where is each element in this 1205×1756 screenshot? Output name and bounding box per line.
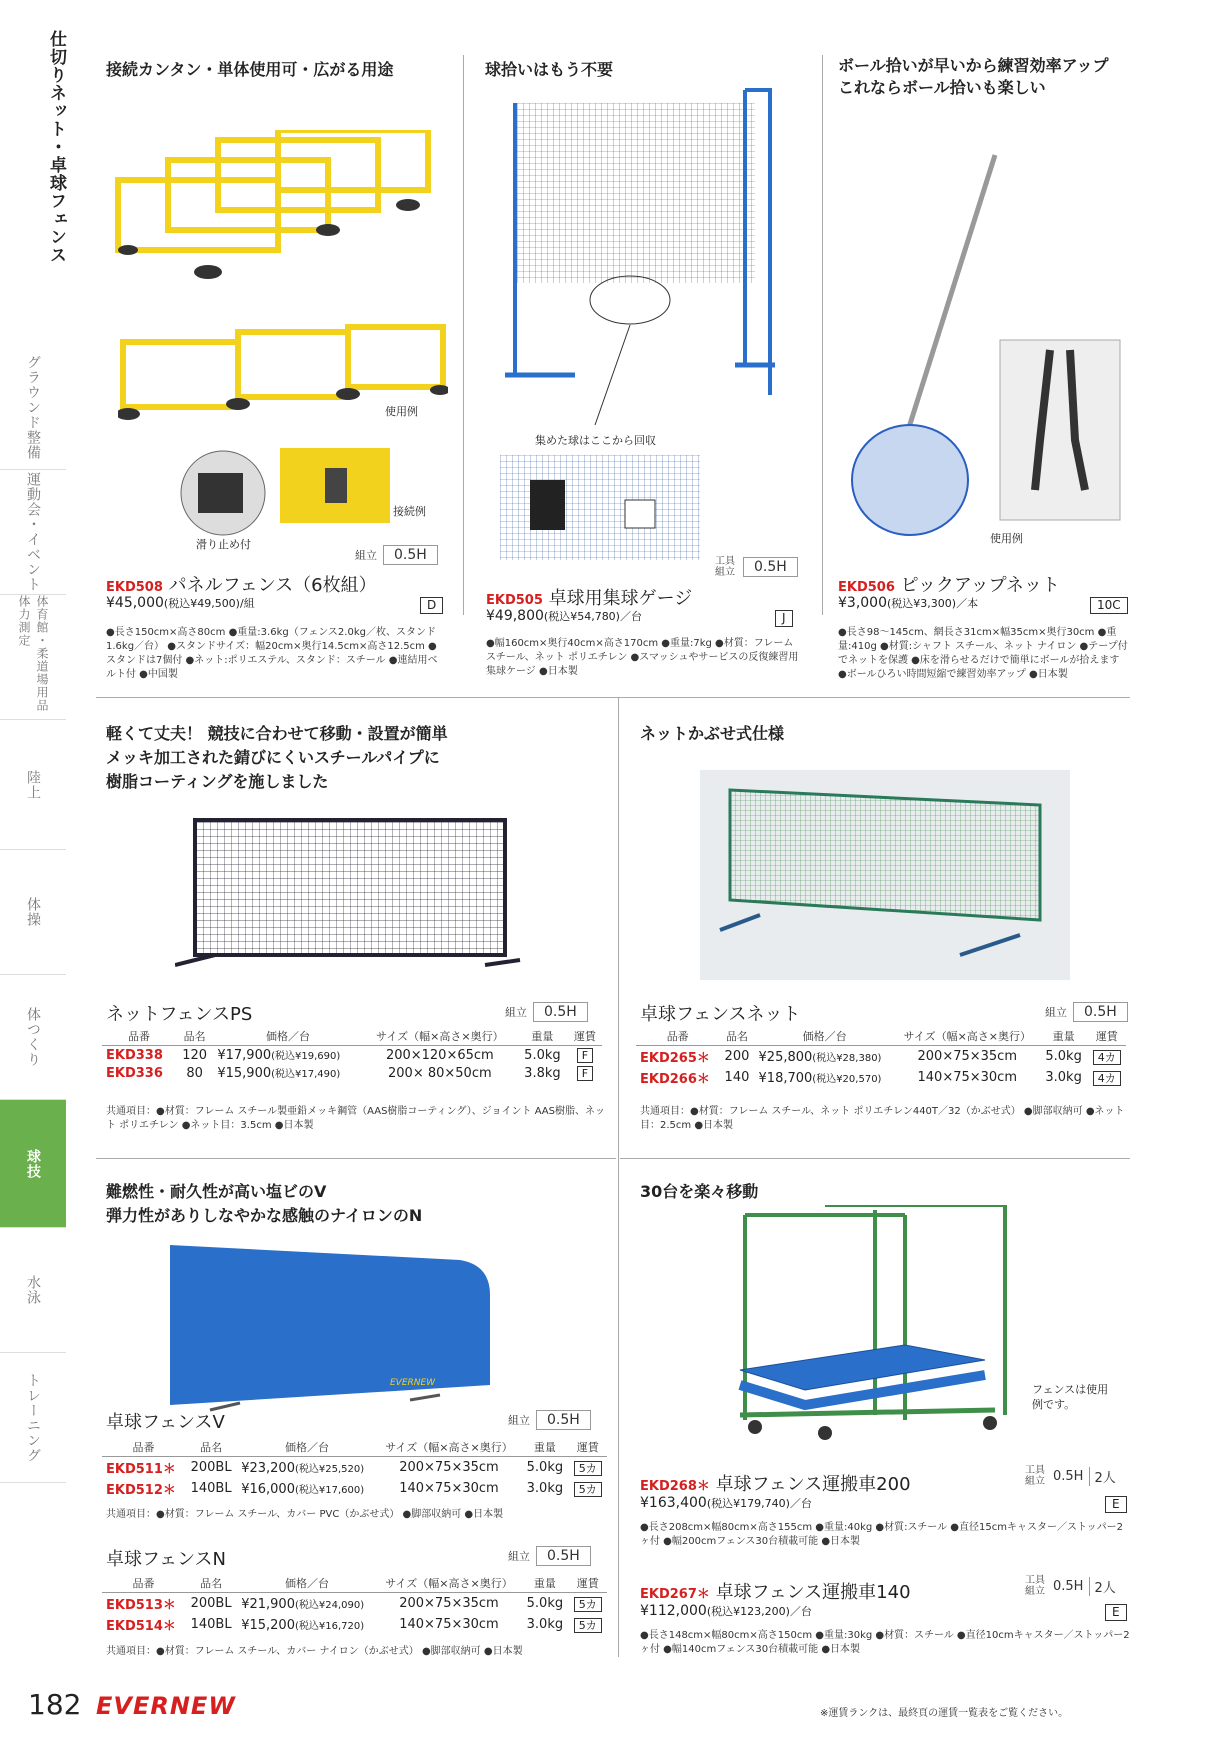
cart-heading: 30台を楽々移動 bbox=[640, 1182, 759, 1201]
tt-fence-net-spec: 共通項目：●材質：フレーム スチール、ネット ポリエチレン440T／32（かぶせ式） ●脚部収納可 ●ネット目：2.5cm ●日本製 bbox=[640, 1106, 1125, 1131]
panel-fence-rank: D bbox=[420, 597, 443, 614]
cart-200-rank: E bbox=[1105, 1496, 1127, 1513]
footnote: ※運賃ランクは、最終頁の運賃一覧表をご覧ください。 bbox=[820, 1708, 1069, 1719]
product-code: EKD267＊ bbox=[640, 1587, 710, 1602]
product-name: パネルフェンス（6枚組） bbox=[168, 575, 377, 596]
table-row: EKD266＊ 140 ¥18,700(税込¥20,570) 140×75×30cm 3.0kg 4カ bbox=[636, 1067, 1126, 1088]
tt-fence-net-image bbox=[700, 770, 1070, 980]
product-code: EKD268＊ bbox=[640, 1479, 710, 1494]
product-code: EKD508 bbox=[106, 580, 163, 595]
connect-detail-image bbox=[280, 448, 390, 523]
net-fence-ps-title: ネットフェンスPS bbox=[106, 1004, 253, 1025]
divider bbox=[96, 697, 1130, 698]
cart-140-assembly: 工具 組立 0.5H 2人 bbox=[1025, 1575, 1116, 1597]
net-fence-ps-heading: 軽くて丈夫！ 競技に合わせて移動・設置が簡単 メッキ加工された錆びにくいスチールパイプに 樹脂コーティングを施しました bbox=[106, 724, 448, 791]
antislip-detail-image bbox=[178, 448, 268, 538]
pickup-net-image bbox=[845, 150, 1125, 550]
table-header: 品番 品名 価格／台 サイズ（幅×高さ×奥行） 重量 運賃 bbox=[102, 1574, 607, 1593]
product-name: ピックアップネット bbox=[900, 575, 1060, 596]
cart-caption: フェンスは使用例です。 bbox=[1032, 1383, 1109, 1411]
pickup-net-heading: ボール拾いが早いから練習効率アップ これならボール拾いも楽しい bbox=[838, 56, 1109, 97]
cart-200-spec: ●長さ208cm×幅80cm×高さ155cm ●重量:40kg ●材質:スチール ●直径15cmキャスター／ストッパー2ヶ付 ●幅200cmフェンス30台積載可能 ●日本製 bbox=[640, 1522, 1124, 1547]
divider bbox=[620, 1158, 1130, 1159]
tt-fence-net-table bbox=[636, 1027, 1126, 1088]
cart-200-assembly: 工具 組立 0.5H 2人 bbox=[1025, 1465, 1116, 1487]
side-tab-ballgame[interactable]: 球技 bbox=[0, 1100, 66, 1228]
panel-fence-assembly: 組立 0.5H bbox=[355, 545, 438, 565]
ball-gauge-assembly: 工具 組立 0.5H bbox=[715, 556, 798, 578]
side-tab-gym[interactable]: 体育館・柔道場用品 体力測定 bbox=[0, 595, 66, 720]
ball-gauge-detail-image bbox=[500, 455, 700, 560]
cart-140-title bbox=[640, 1578, 911, 1604]
net-fence-ps-spec: 共通項目：●材質：フレーム スチール製亜鉛メッキ鋼管（AAS樹脂コーティング）、ジョイント AAS樹脂、ネット ポリエチレン ●ネット目：3.5cm ●日本製 bbox=[106, 1106, 605, 1131]
pickup-net-spec: ●長さ98～145cm、網長さ31cm×幅35cm×奥行30cm ●重量:410g ●材質:シャフト スチール、ネット ナイロン ●テープ付でネットを保護 ●床を滑らせるだけで簡単にボールが拾えます ●ボールひろい時間短縮で練習効率アップ ●日本製 bbox=[838, 627, 1128, 680]
tt-fence-n-spec: 共通項目：●材質：フレーム スチール、カバー ナイロン（かぶせ式） ●脚部収納可 ●日本製 bbox=[106, 1646, 523, 1657]
table-row: EKD512＊ 140BL ¥16,000(税込¥17,600) 140×75×30cm 3.0kg 5カ bbox=[102, 1478, 607, 1499]
cart-140-spec: ●長さ148cm×幅80cm×高さ150cm ●重量:30kg ●材質：スチール ●直径10cmキャスター／ストッパー2ヶ付 ●幅140cmフェンス30台積載可能 ●日本製 bbox=[640, 1630, 1130, 1655]
pickup-net-caption: 使用例 bbox=[990, 532, 1023, 545]
table-row: EKD336 80 ¥15,900(税込¥17,490) 200× 80×50cm 3.8kg F bbox=[102, 1064, 602, 1082]
panel-fence-image bbox=[108, 130, 448, 285]
tt-fence-n-table bbox=[102, 1574, 607, 1635]
side-tab-training[interactable]: トレーニング bbox=[0, 1353, 66, 1483]
table-row: EKD265＊ 200 ¥25,800(税込¥28,380) 200×75×35cm 5.0kg 4カ bbox=[636, 1046, 1126, 1068]
tt-fence-n-assembly: 組立 0.5H bbox=[508, 1546, 591, 1566]
side-tab-swimming[interactable]: 水泳 bbox=[0, 1228, 66, 1353]
product-code: EKD505 bbox=[486, 593, 543, 608]
ball-gauge-rank: J bbox=[775, 610, 793, 627]
panel-fence-usage-caption: 使用例 bbox=[385, 405, 418, 418]
cart-140-rank: E bbox=[1105, 1604, 1127, 1621]
tt-fence-v-image bbox=[160, 1235, 500, 1420]
cart-200-price: ¥163,400(税込¥179,740)／台 bbox=[640, 1495, 812, 1511]
ball-gauge-title bbox=[486, 584, 692, 610]
side-tab-body[interactable]: 体つくり bbox=[0, 975, 66, 1100]
evernew-logo-print: EVERNEW bbox=[390, 1378, 436, 1388]
divider bbox=[822, 55, 823, 615]
product-name: 卓球フェンス運搬車200 bbox=[715, 1474, 911, 1495]
ball-gauge-heading: 球拾いはもう不要 bbox=[485, 60, 614, 79]
tt-fence-net-assembly: 組立 0.5H bbox=[1045, 1002, 1128, 1022]
ball-gauge-price: ¥49,800(税込¥54,780)／台 bbox=[486, 608, 642, 624]
side-title: 仕切りネット・卓球フェンス bbox=[46, 30, 66, 264]
table-header: 品番 品名 価格／台 サイズ（幅×高さ×奥行） 重量 運賃 bbox=[102, 1438, 607, 1457]
panel-fence-price: ¥45,000(税込¥49,500)/組 bbox=[106, 595, 255, 611]
cart-image bbox=[735, 1205, 1020, 1445]
divider bbox=[618, 697, 619, 1657]
page-number: 182 bbox=[28, 1688, 82, 1721]
table-row: EKD514＊ 140BL ¥15,200(税込¥16,720) 140×75×30cm 3.0kg 5カ bbox=[102, 1614, 607, 1635]
tt-fence-n-title: 卓球フェンスN bbox=[106, 1549, 227, 1570]
connect-caption: 接続例 bbox=[393, 505, 426, 518]
ball-gauge-image bbox=[505, 85, 785, 425]
cart-200-title bbox=[640, 1470, 911, 1496]
pickup-net-price: ¥3,000(税込¥3,300)／本 bbox=[838, 595, 979, 611]
tt-fence-v-heading: 難燃性・耐久性が高い塩ビのV 弾力性がありしなやかな感触のナイロンのN bbox=[106, 1182, 423, 1225]
divider bbox=[96, 1158, 616, 1159]
tt-fence-v-title: 卓球フェンスV bbox=[106, 1412, 225, 1433]
product-code: EKD506 bbox=[838, 580, 895, 595]
panel-fence-heading: 接続カンタン・単体使用可・広がる用途 bbox=[106, 60, 394, 79]
pickup-net-rank: 10C bbox=[1090, 597, 1128, 614]
net-fence-ps-assembly: 組立 0.5H bbox=[505, 1002, 588, 1022]
brand-logo: EVERNEW bbox=[96, 1692, 236, 1720]
tt-fence-v-table bbox=[102, 1438, 607, 1499]
side-tab-event[interactable]: 運動会・イベント bbox=[0, 470, 66, 595]
side-tab-athletics[interactable]: 陸上 bbox=[0, 720, 66, 850]
tt-fence-net-heading: ネットかぶせ式仕様 bbox=[640, 724, 785, 743]
side-tab-ground[interactable]: グラウンド整備 bbox=[0, 345, 66, 470]
ball-gauge-spec: ●幅160cm×奥行40cm×高さ170cm ●重量:7kg ●材質：フレーム スチール、ネット ポリエチレン ●スマッシュやサービスの反復練習用集球ケージ ●日本製 bbox=[486, 638, 799, 677]
product-name: 卓球用集球ゲージ bbox=[548, 588, 693, 609]
cart-140-price: ¥112,000(税込¥123,200)／台 bbox=[640, 1603, 812, 1619]
product-name: 卓球フェンス運搬車140 bbox=[715, 1582, 911, 1603]
ball-gauge-caption: 集めた球はここから回収 bbox=[535, 434, 656, 447]
net-fence-ps-table bbox=[102, 1027, 602, 1082]
table-header: 品番 品名 価格／台 サイズ（幅×高さ×奥行） 重量 運賃 bbox=[636, 1027, 1126, 1046]
table-header: 品番 品名 価格／台 サイズ（幅×高さ×奥行） 重量 運賃 bbox=[102, 1027, 602, 1046]
table-row: EKD338 120 ¥17,900(税込¥19,690) 200×120×65cm 5.0kg F bbox=[102, 1046, 602, 1065]
panel-fence-title bbox=[106, 571, 377, 597]
table-row: EKD513＊ 200BL ¥21,900(税込¥24,090) 200×75×35cm 5.0kg 5カ bbox=[102, 1593, 607, 1615]
antislip-caption: 滑り止め付 bbox=[196, 538, 251, 551]
divider bbox=[463, 55, 464, 615]
panel-fence-spec: ●長さ150cm×高さ80cm ●重量:3.6kg（フェンス2.0kg／枚、スタンド1.6kg／台） ●スタンドサイズ：幅20cm×奥行14.5cm×高さ12.5cm ●スタンドは7個付 ●ネット:ポリエステル、スタンド：スチール ●連結用ベルト付 ●中国製 bbox=[106, 627, 438, 680]
net-fence-ps-image bbox=[175, 815, 525, 975]
tt-fence-v-assembly: 組立 0.5H bbox=[508, 1410, 591, 1430]
tt-fence-v-spec: 共通項目：●材質：フレーム スチール、カバー PVC（かぶせ式） ●脚部収納可 ●日本製 bbox=[106, 1509, 504, 1520]
side-tab-gymnastics[interactable]: 体操 bbox=[0, 850, 66, 975]
tt-fence-net-title: 卓球フェンスネット bbox=[640, 1004, 801, 1025]
table-row: EKD511＊ 200BL ¥23,200(税込¥25,520) 200×75×35cm 5.0kg 5カ bbox=[102, 1457, 607, 1479]
pickup-net-title bbox=[838, 571, 1060, 597]
